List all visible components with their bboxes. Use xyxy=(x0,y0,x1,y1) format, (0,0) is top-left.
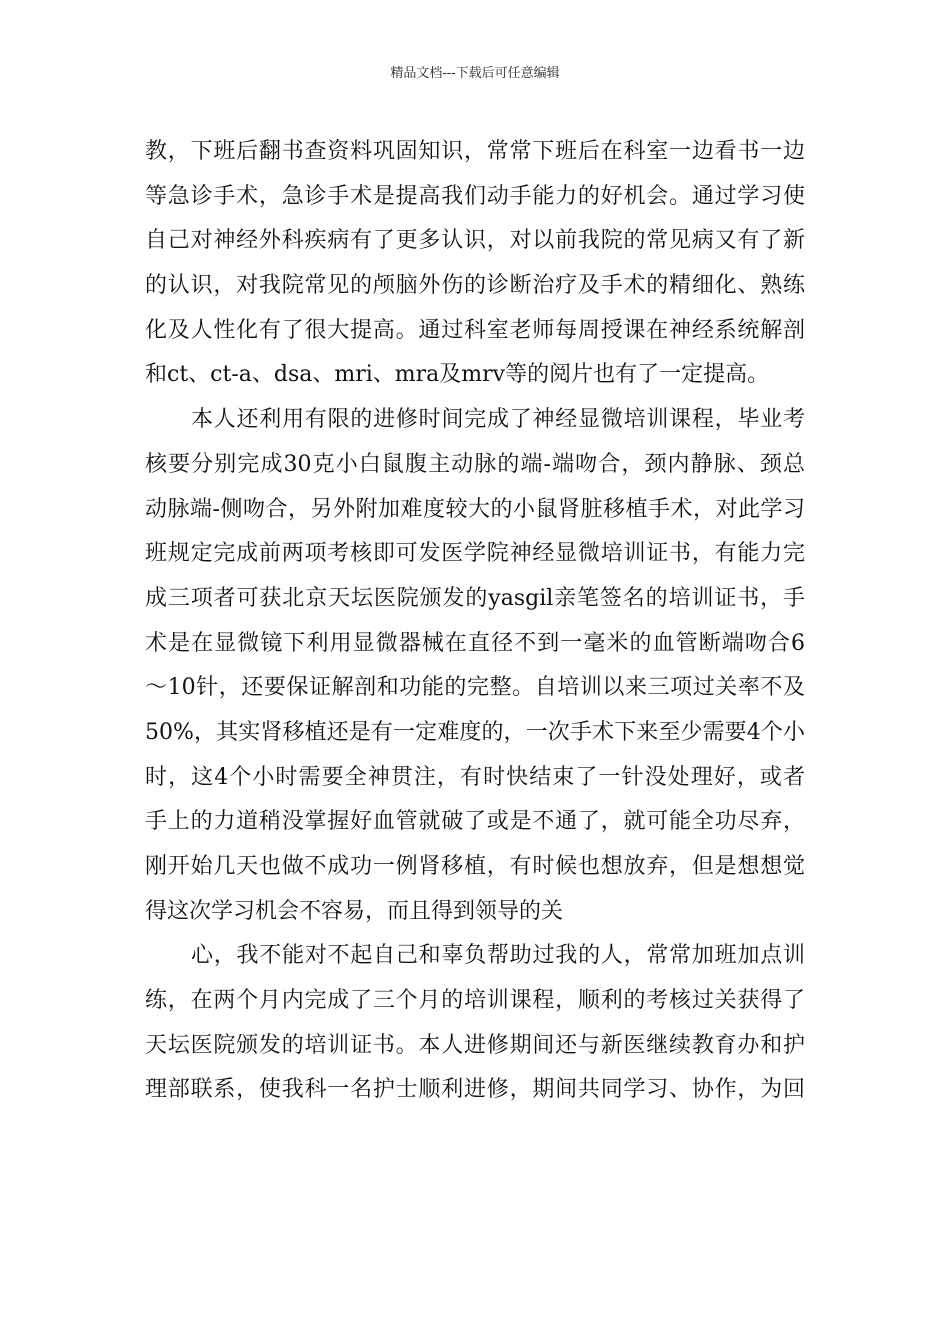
text-line: 班规定完成前两项考核即可发医学院神经显微培训证书，有能力完 xyxy=(145,541,805,567)
text-line: 天坛医院颁发的培训证书。本人进修期间还与新医继续教育办和护 xyxy=(145,1032,805,1058)
text-line: ～10针，还要保证解剖和功能的完整。自培训以来三项过关率不及 xyxy=(145,675,805,701)
text-line: 成三项者可获北京天坛医院颁发的yasgil亲笔签名的培训证书，手 xyxy=(145,585,805,611)
text-line: 刚开始几天也做不成功一例肾移植，有时候也想放弃，但是想想觉 xyxy=(145,854,805,879)
text-line: 练，在两个月内完成了三个月的培训课程，顺利的考核过关获得了 xyxy=(145,988,805,1014)
text-line: 时，这4个小时需要全神贯注，有时快结束了一针没处理好，或者 xyxy=(145,764,805,790)
text-line: 得这次学习机会不容易，而且得到领导的关 xyxy=(145,898,564,924)
text-line: 动脉端-侧吻合，另外附加难度较大的小鼠肾脏移植手术，对此学习 xyxy=(145,496,805,522)
text-line: 化及人性化有了很大提高。通过科室老师每周授课在神经系统解剖 xyxy=(145,317,805,343)
text-line: 的认识，对我院常见的颅脑外伤的诊断治疗及手术的精细化、熟练 xyxy=(145,273,805,299)
text-line: 核要分别完成30克小白鼠腹主动脉的端-端吻合，颈内静脉、颈总 xyxy=(145,451,805,477)
body-text xyxy=(145,130,805,1113)
text-line: 50%，其实肾移植还是有一定难度的，一次手术下来至少需要4个小 xyxy=(145,719,805,745)
text-line: 和ct、ct-a、dsa、mri、mra及mrv等的阅片也有了一定提高。 xyxy=(145,362,770,388)
paragraph-first-line: 本人还利用有限的进修时间完成了神经显微培训课程，毕业考 xyxy=(191,407,805,433)
page-header: 精品文档---下载后可任意编辑 xyxy=(390,66,560,81)
text-line: 手上的力道稍没掌握好血管就破了或是不通了，就可能全功尽弃， xyxy=(145,809,805,835)
text-line: 自己对神经外科疾病有了更多认识，对以前我院的常见病又有了新 xyxy=(145,228,805,254)
text-line: 等急诊手术，急诊手术是提高我们动手能力的好机会。通过学习使 xyxy=(145,183,805,209)
paragraph-first-line: 心，我不能对不起自己和辜负帮助过我的人，常常加班加点训 xyxy=(191,943,805,969)
text-line: 教，下班后翻书查资料巩固知识，常常下班后在科室一边看书一边 xyxy=(145,139,805,164)
text-line: 理部联系，使我科一名护士顺利进修，期间共同学习、协作，为回 xyxy=(145,1077,805,1103)
text-line: 术是在显微镜下利用显微器械在直径不到一毫米的血管断端吻合6 xyxy=(145,630,805,656)
